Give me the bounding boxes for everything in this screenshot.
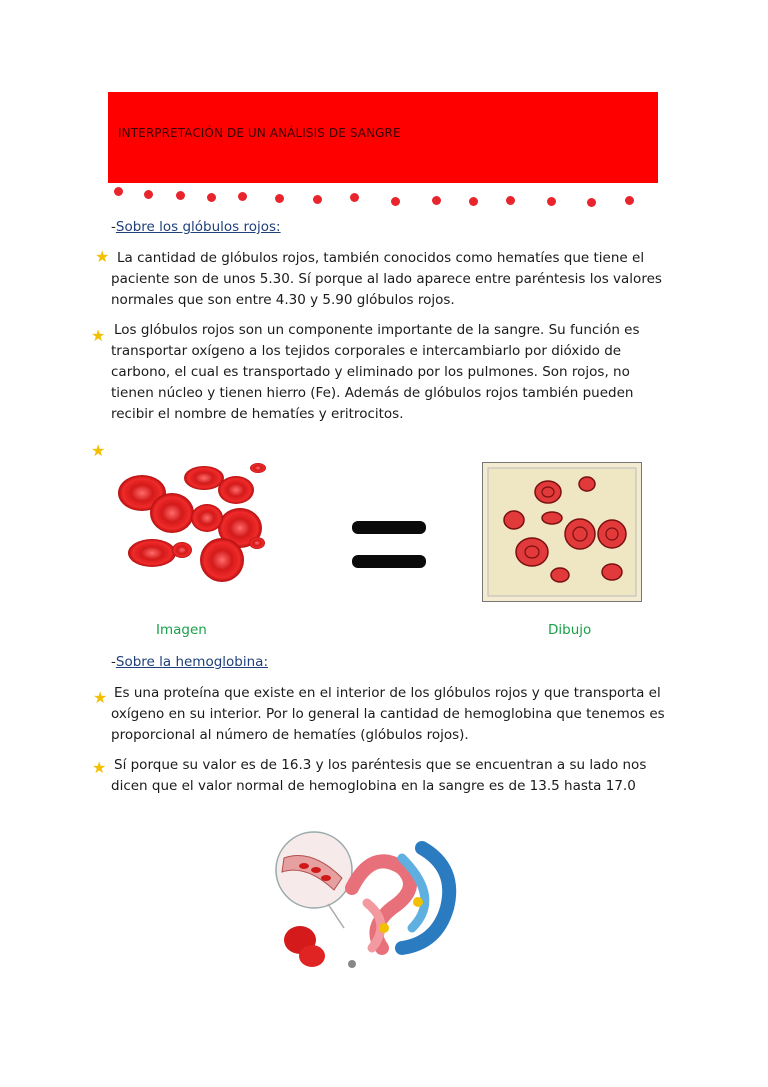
dot-icon — [625, 196, 634, 205]
section-heading-red-cells — [111, 219, 281, 235]
dot-icon — [275, 194, 284, 203]
paragraph-hemoglobin-definition: Es una proteína que existe en el interior de los glóbulos rojos y que transporta el oxígeno en su interior. Por lo general la cantidad de hemoglobina que tenemos es proporcional al número de hematíes (glóbulos rojos). — [111, 685, 665, 743]
star-bullet-icon: ★ — [91, 441, 106, 460]
paragraph-red-cell-count: La cantidad de glóbulos rojos, también conocidos como hematíes que tiene el paciente son de unos 5.30. Sí porque al lado aparece entre paréntesis los valores normales que son entre 4.30 y 5.90 glóbulos rojos. — [111, 250, 662, 308]
dot-icon — [114, 187, 123, 196]
paragraph-red-cell-function: Los glóbulos rojos son un componente importante de la sangre. Su función es transportar oxígeno a los tejidos corporales e intercambiarlo por dióxido de carbono, el cual es transportado y eliminado por los pulmones. Son rojos, no tienen núcleo y tienen hierro (Fe). Además de glóbulos rojos también pueden recibir el nombre de hematíes y eritrocitos. — [111, 322, 640, 422]
image-caption: Imagen — [156, 622, 207, 638]
heading-red-cells-text: Sobre los glóbulos rojos: — [115, 219, 281, 235]
document-title: INTERPRETACIÓN DE UN ANÁLISIS DE SANGRE — [118, 126, 401, 140]
heading-prefix: - — [111, 219, 116, 235]
star-bullet-icon: ★ — [93, 688, 108, 707]
hemoglobin-illustration — [272, 828, 472, 978]
dot-icon — [176, 191, 185, 200]
dot-icon — [207, 193, 216, 202]
dot-icon — [144, 190, 153, 199]
star-bullet-icon: ★ — [91, 326, 106, 345]
star-bullet-icon: ★ — [95, 247, 110, 266]
star-bullet-icon: ★ — [92, 758, 107, 777]
title-banner — [108, 92, 658, 183]
dot-icon — [587, 198, 596, 207]
dot-icon — [432, 196, 441, 205]
dot-icon — [547, 197, 556, 206]
equals-sign-icon — [352, 519, 426, 571]
paragraph-hemoglobin-value: Sí porque su valor es de 16.3 y los paréntesis que se encuentran a su lado nos dicen que el valor normal de hemoglobina en la sangre es de 13.5 hasta 17.0 — [111, 757, 647, 794]
dot-icon — [238, 192, 247, 201]
red-blood-cells-image — [112, 448, 272, 598]
blood-cells-drawing — [482, 462, 642, 602]
dot-icon — [350, 193, 359, 202]
section-heading-hemoglobin — [111, 654, 268, 670]
dot-icon — [391, 197, 400, 206]
heading-hemoglobin-text: Sobre la hemoglobina: — [115, 654, 268, 670]
heading-prefix: - — [111, 654, 116, 670]
dot-icon — [469, 197, 478, 206]
drawing-caption: Dibujo — [548, 622, 592, 638]
dot-icon — [313, 195, 322, 204]
dot-icon — [506, 196, 515, 205]
